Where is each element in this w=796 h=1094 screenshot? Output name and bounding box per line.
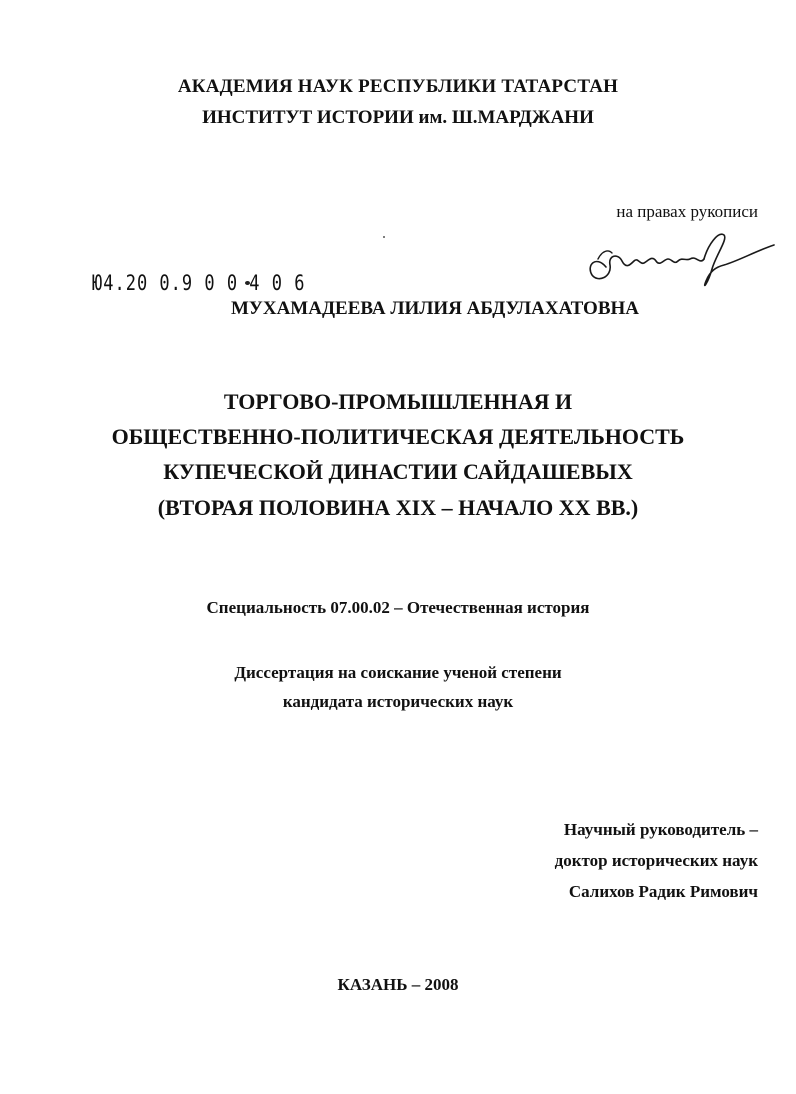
title-line-2: ОБЩЕСТВЕННО-ПОЛИТИЧЕСКАЯ ДЕЯТЕЛЬНОСТЬ xyxy=(111,424,685,449)
scan-speck xyxy=(383,236,385,238)
title-line-3: КУПЕЧЕСКОЙ ДИНАСТИИ САЙДАШЕВЫХ xyxy=(163,459,633,484)
supervisor-degree: доктор исторических наук xyxy=(554,851,758,870)
title-line-4: (ВТОРАЯ ПОЛОВИНА XIX – НАЧАЛО XX ВВ.) xyxy=(157,495,639,520)
dissertation-line-1: Диссертация на соискание ученой степени xyxy=(234,663,562,682)
supervisor-role: Научный руководитель – xyxy=(563,820,758,839)
dissertation-line-2: кандидата исторических наук xyxy=(282,692,514,711)
author-name: МУХАМАДЕЕВА ЛИЛИЯ АБДУЛАХАТОВНА xyxy=(230,298,639,319)
manuscript-note: на правах рукописи xyxy=(616,202,758,221)
institute-name: ИНСТИТУТ ИСТОРИИ им. Ш.МАРДЖАНИ xyxy=(202,107,594,128)
document-number: Ю4.20 0.9 0 0 4 0 6 xyxy=(92,271,306,296)
organization-name: АКАДЕМИЯ НАУК РЕСПУБЛИКИ ТАТАРСТАН xyxy=(177,76,619,97)
city-year: КАЗАНЬ – 2008 xyxy=(337,975,459,994)
supervisor-name: Салихов Радик Римович xyxy=(568,882,758,901)
title-line-1: ТОРГОВО-ПРОМЫШЛЕННАЯ И xyxy=(223,389,573,414)
specialty: Специальность 07.00.02 – Отечественная история xyxy=(206,598,590,617)
author-signature xyxy=(578,225,778,295)
